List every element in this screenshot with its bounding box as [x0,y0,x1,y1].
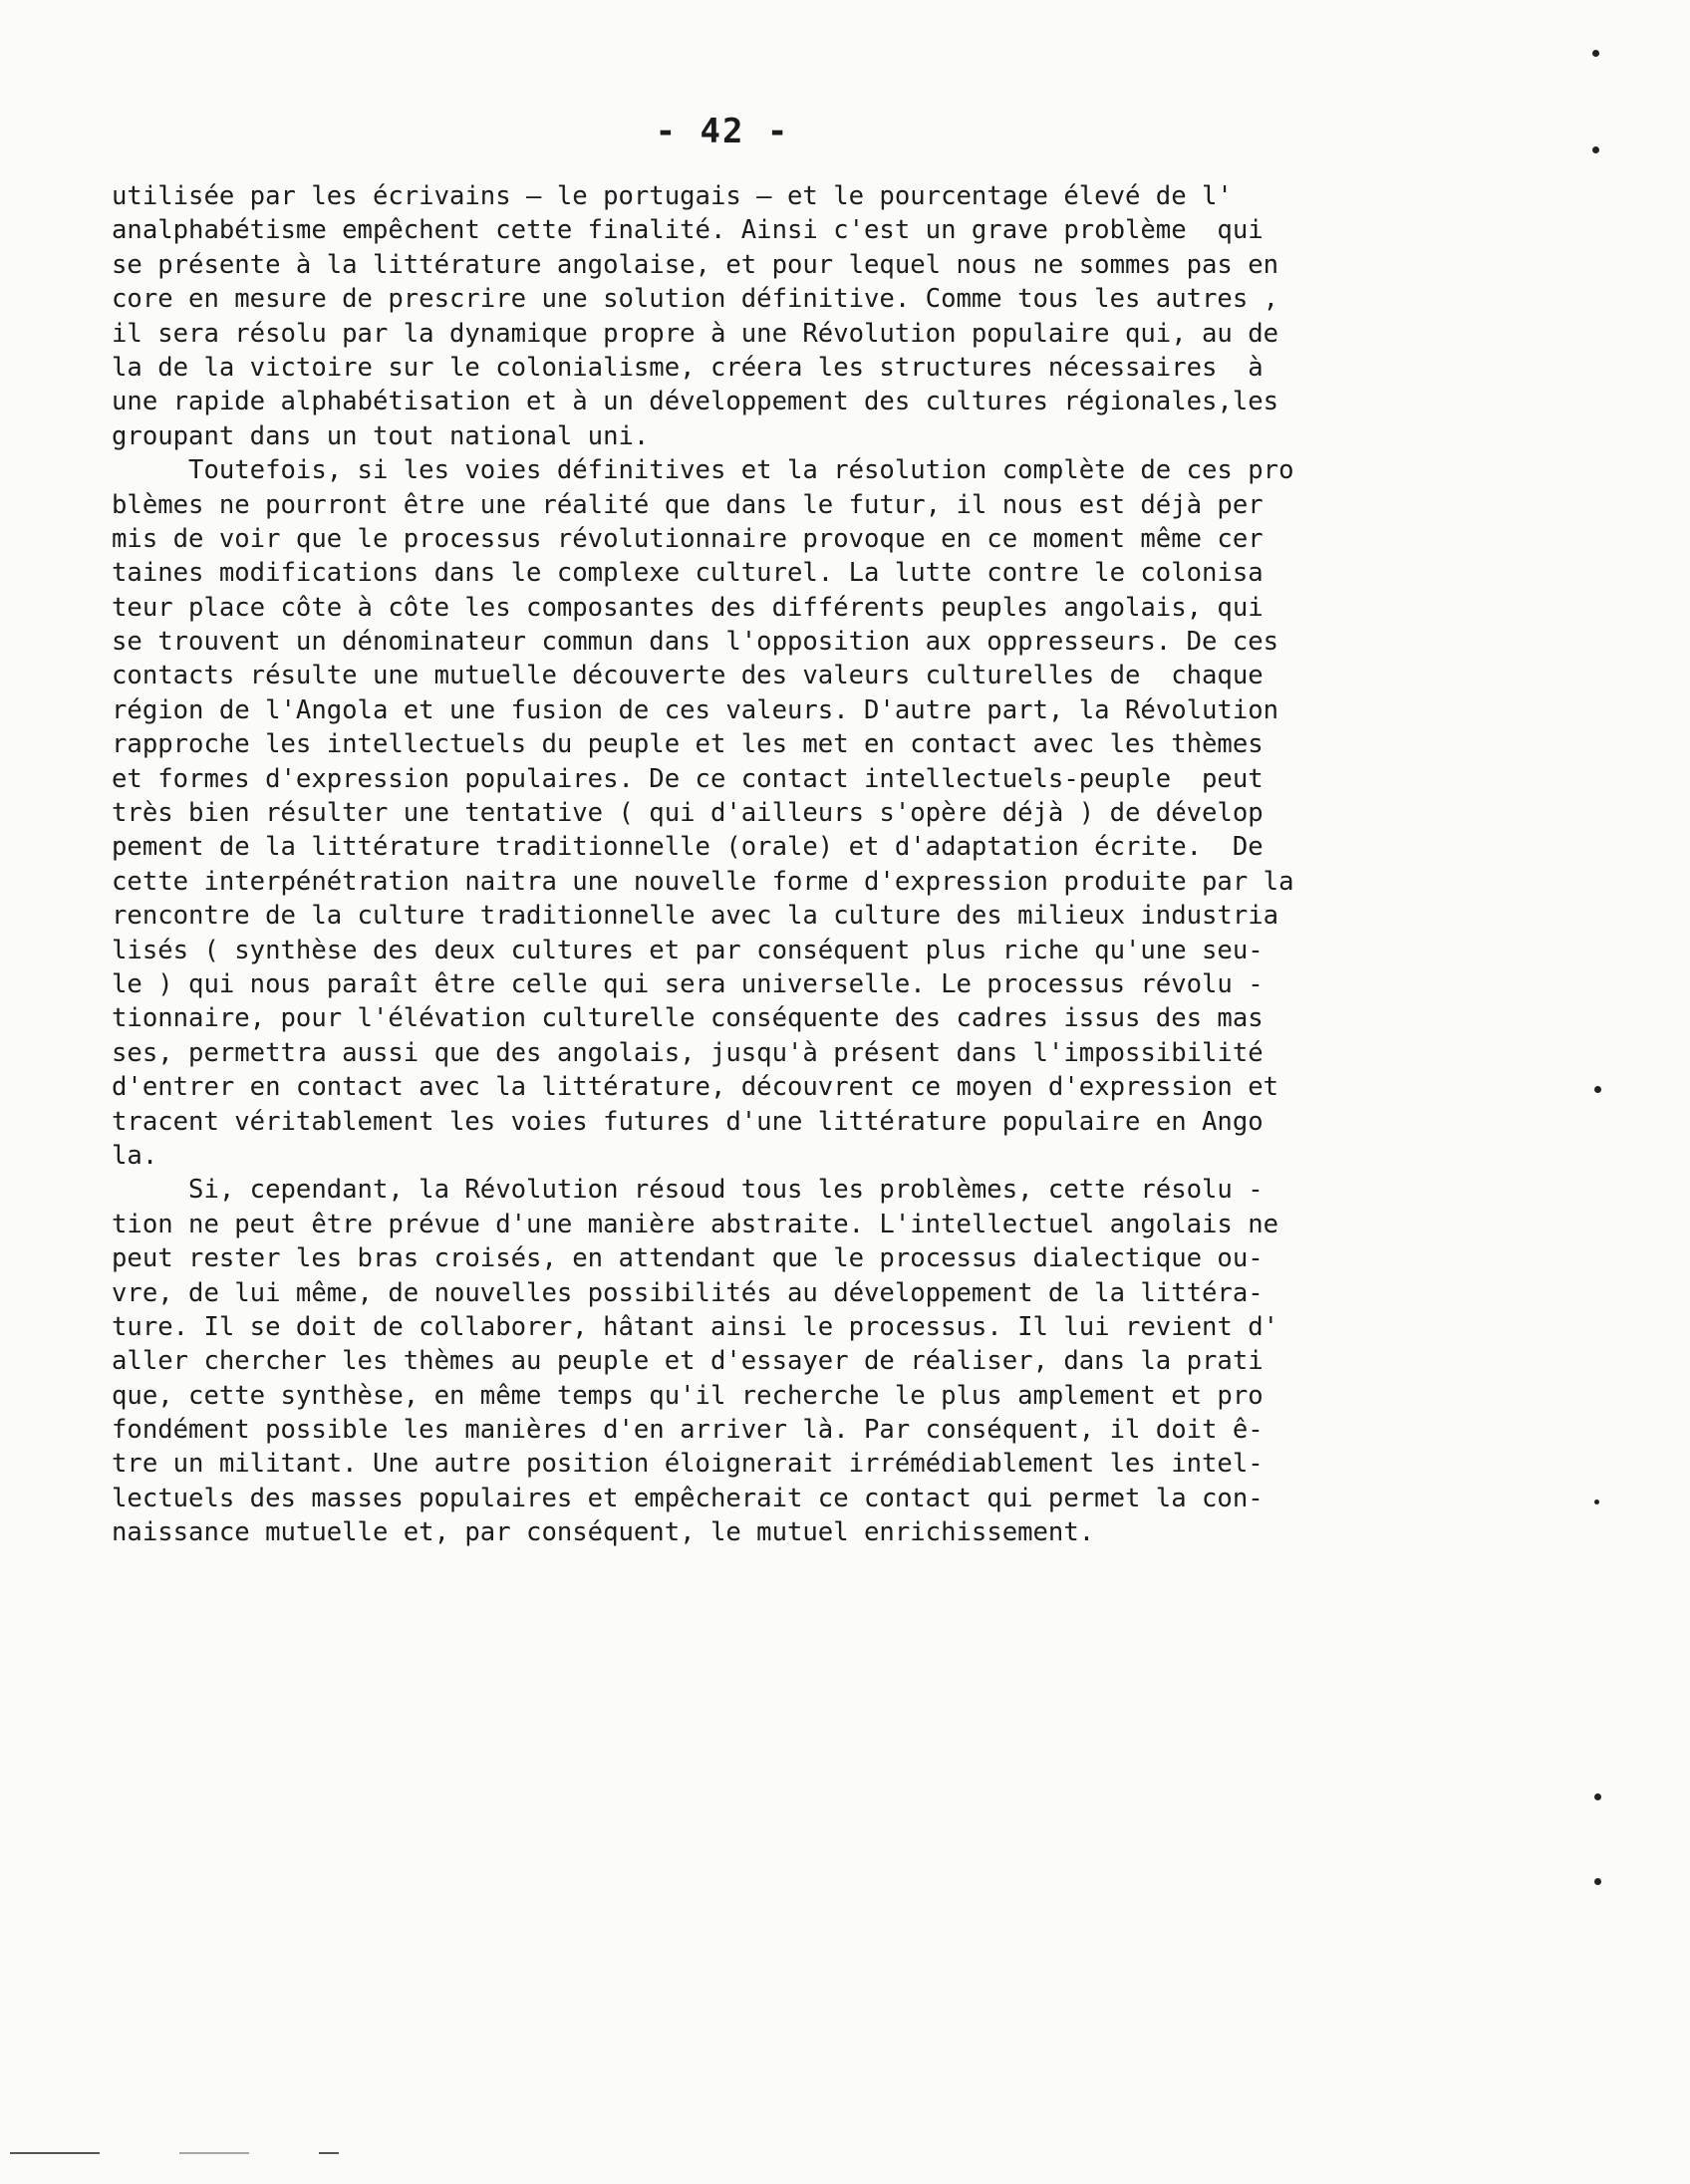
text-line: pement de la littérature traditionnelle (orale) et d'adaptation écrite. De [112,832,1264,863]
text-line: aller chercher les thèmes au peuple et d'essayer de réaliser, dans la prati [112,1346,1264,1377]
text-line: il sera résolu par la dynamique propre à une Révolution populaire qui, au de [112,318,1279,349]
text-line: tionnaire, pour l'élévation culturelle conséquente des cadres issus des mas [112,1003,1264,1034]
text-line: que, cette synthèse, en même temps qu'il recherche le plus amplement et pro [112,1380,1264,1411]
text-line: rapproche les intellectuels du peuple et les met en contact avec les thèmes [112,729,1264,760]
text-line: très bien résulter une tentative ( qui d'ailleurs s'opère déjà ) de dévelop [112,798,1264,829]
text-line: la. [112,1140,158,1171]
scan-speck [1594,1500,1599,1504]
text-line: utilisée par les écrivains — le portugais — et le pourcentage élevé de l' [112,181,1233,211]
scan-speck [1592,146,1599,153]
scan-speck [1592,50,1599,57]
text-line: ses, permettra aussi que des angolais, jusqu'à présent dans l'impossibilité [112,1037,1264,1068]
page-number: - 42 - [655,112,790,151]
text-line: d'entrer en contact avec la littérature, découvrent ce moyen d'expression et [112,1072,1279,1103]
scan-edge-mark [10,2152,100,2154]
scan-edge-mark [179,2152,249,2154]
text-line: rencontre de la culture traditionnelle avec la culture des milieux industria [112,901,1279,932]
body-text [112,179,1367,1550]
text-line: cette interpénétration naitra une nouvelle forme d'expression produite par la [112,866,1294,897]
text-line: mis de voir que le processus révolutionnaire provoque en ce moment même cer [112,523,1264,554]
text-line: la de la victoire sur le colonialisme, créera les structures nécessaires à [112,352,1264,383]
text-line: contacts résulte une mutuelle découverte des valeurs culturelles de chaque [112,661,1264,691]
text-line: Toutefois, si les voies définitives et la résolution complète de ces pro [112,455,1294,486]
text-line: teur place côte à côte les composantes des différents peuples angolais, qui [112,592,1264,623]
text-line: Si, cependant, la Révolution résoud tous les problèmes, cette résolu - [112,1175,1264,1206]
text-line: une rapide alphabétisation et à un développement des cultures régionales,les [112,387,1279,417]
text-line: tre un militant. Une autre position éloignerait irrémédiablement les intel- [112,1449,1264,1480]
text-line: ture. Il se doit de collaborer, hâtant ainsi le processus. Il lui revient d' [112,1311,1279,1342]
text-line: lectuels des masses populaires et empêcherait ce contact qui permet la con- [112,1483,1264,1513]
scan-speck [1594,1086,1601,1093]
text-line: fondément possible les manières d'en arriver là. Par conséquent, il doit ê- [112,1415,1264,1446]
text-line: région de l'Angola et une fusion de ces valeurs. D'autre part, la Révolution [112,694,1279,725]
text-line: se présente à la littérature angolaise, et pour lequel nous ne sommes pas en [112,249,1279,280]
scan-speck [1594,1878,1601,1885]
text-line: taines modifications dans le complexe culturel. La lutte contre le colonisa [112,558,1264,589]
text-line: peut rester les bras croisés, en attendant que le processus dialectique ou- [112,1243,1264,1274]
text-line: blèmes ne pourront être une réalité que dans le futur, il nous est déjà per [112,489,1264,520]
text-line: naissance mutuelle et, par conséquent, le mutuel enrichissement. [112,1517,1095,1548]
text-line: analphabétisme empêchent cette finalité. Ainsi c'est un grave problème qui [112,215,1264,246]
text-line: et formes d'expression populaires. De ce contact intellectuels-peuple peut [112,763,1264,794]
scan-edge-mark [319,2152,339,2154]
text-line: groupant dans un tout national uni. [112,420,650,451]
text-line: core en mesure de prescrire une solution définitive. Comme tous les autres , [112,284,1279,315]
text-line: le ) qui nous paraît être celle qui sera universelle. Le processus révolu - [112,968,1264,999]
text-line: lisés ( synthèse des deux cultures et par conséquent plus riche qu'une seu- [112,935,1264,965]
scan-speck [1594,1793,1601,1800]
text-line: tracent véritablement les voies futures d'une littérature populaire en Ango [112,1106,1264,1137]
text-line: vre, de lui même, de nouvelles possibilités au développement de la littéra- [112,1277,1264,1308]
text-line: se trouvent un dénominateur commun dans l'opposition aux oppresseurs. De ces [112,627,1279,658]
text-line: tion ne peut être prévue d'une manière abstraite. L'intellectuel angolais ne [112,1209,1279,1239]
